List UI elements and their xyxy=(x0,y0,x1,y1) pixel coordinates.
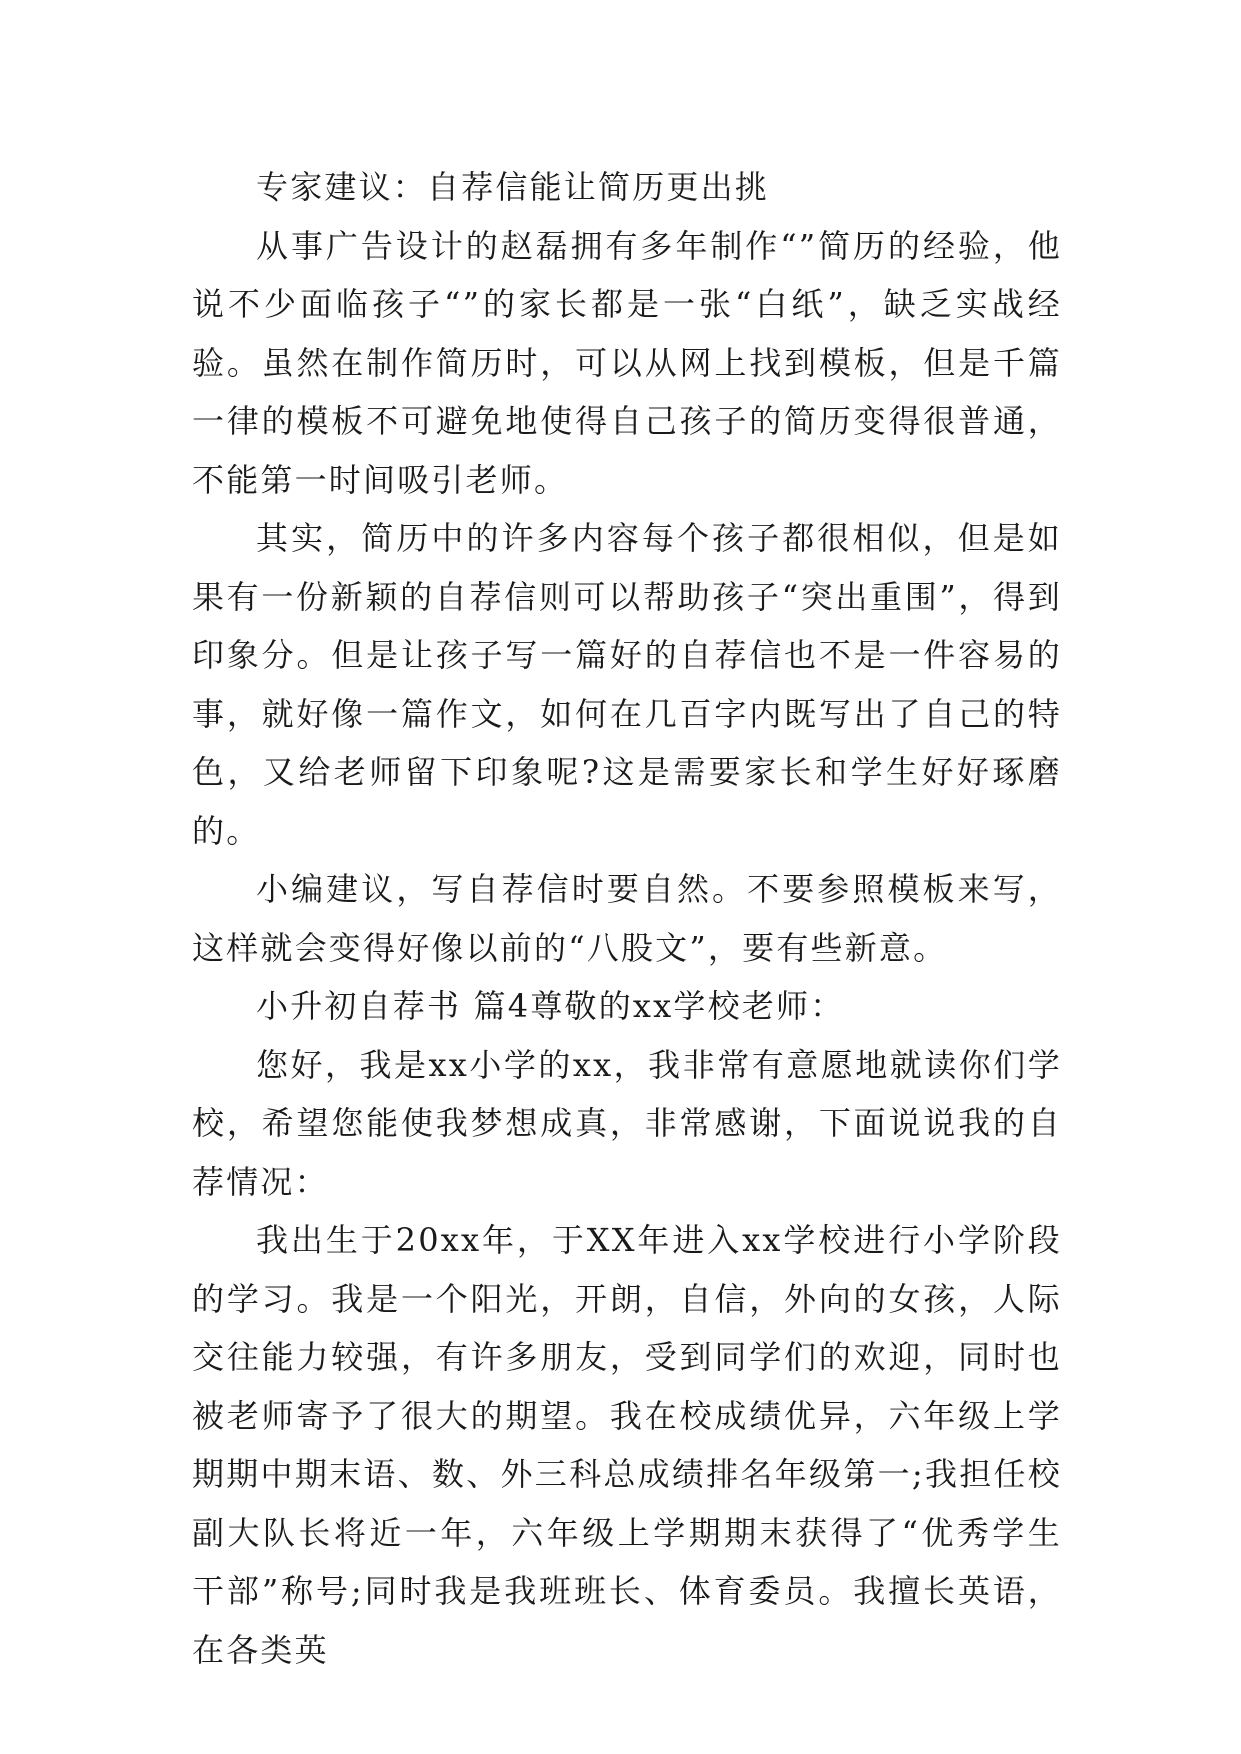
paragraph-designer-experience: 从事广告设计的赵磊拥有多年制作“”简历的经验，他说不少面临孩子“”的家长都是一张“白纸”，缺乏实战经验。虽然在制作简历时，可以从网上找到模板，但是千篇一律的模板不可避免地使得自己孩子的简历变得很普通，不能第一时间吸引老师。 xyxy=(192,226,1062,499)
paragraph-cover-letter-value: 其实，简历中的许多内容每个孩子都很相似，但是如果有一份新颖的自荐信则可以帮助孩子“突出重围”，得到印象分。但是让孩子写一篇好的自荐信也不是一件容易的事，就好像一篇作文，如何在几百字内既写出了自己的特色，又给老师留下印象呢?这是需要家长和学生好好琢磨的。 xyxy=(192,519,1062,850)
paragraph-letter-salutation: 小升初自荐书 篇4尊敬的xx学校老师： xyxy=(256,987,845,1025)
paragraph-expert-advice-heading: 专家建议：自荐信能让简历更出挑 xyxy=(256,168,770,206)
paragraph-self-introduction: 我出生于20xx年，于XX年进入xx学校进行小学阶段的学习。我是一个阳光，开朗，自信，外向的女孩，人际交往能力较强，有许多朋友，受到同学们的欢迎，同时也被老师寄予了很大的期望。我在校成绩优异，六年级上学期期中期末语、数、外三科总成绩排名年级第一;我担任校副大队长将近一年，六年级上学期期末获得了“优秀学生干部”称号;同时我是我班班长、体育委员。我擅长英语，在各类英 xyxy=(192,1221,1062,1669)
paragraph-letter-greeting: 您好，我是xx小学的xx，我非常有意愿地就读你们学校，希望您能使我梦想成真，非常感谢，下面说说我的自荐情况： xyxy=(192,1045,1062,1201)
paragraph-editor-advice: 小编建议，写自荐信时要自然。不要参照模板来写，这样就会变得好像以前的“八股文”，要有些新意。 xyxy=(192,870,1062,967)
document-body xyxy=(192,158,1062,1679)
